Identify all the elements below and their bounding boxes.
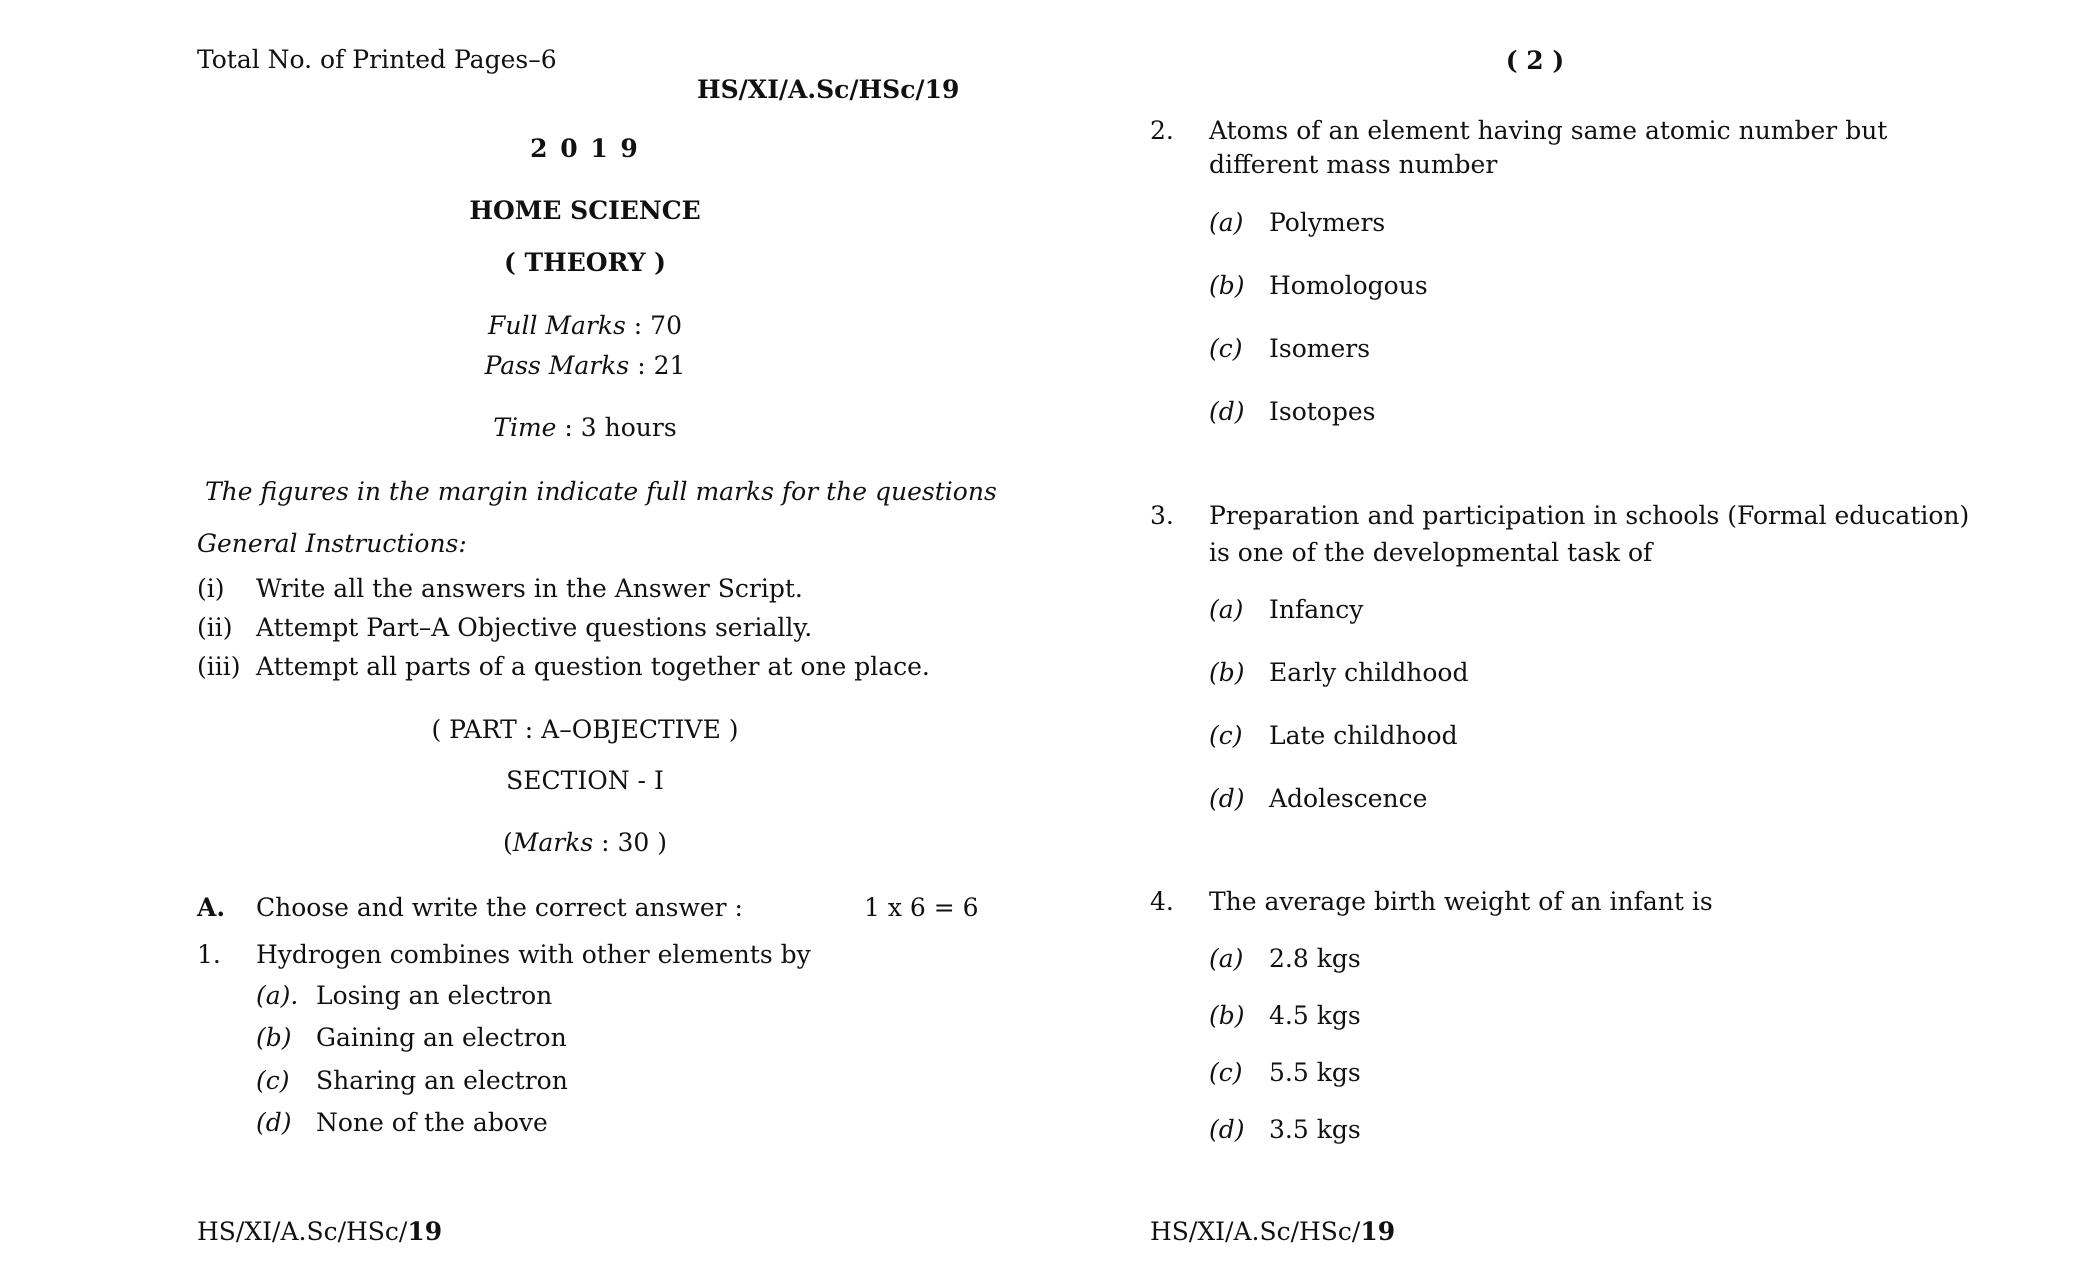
section-marks (380, 827, 790, 858)
option-text: None of the above (316, 1108, 548, 1137)
section-heading: SECTION - I (506, 766, 664, 795)
instruction-number: (ii) (197, 613, 233, 642)
instruction-number: (iii) (197, 652, 241, 681)
section-a-instruction: Choose and write the correct answer : (256, 893, 743, 922)
option-text: Homologous (1269, 271, 1428, 300)
subject-title: HOME SCIENCE (469, 196, 701, 225)
page-number: ( 2 ) (1505, 46, 1565, 75)
option-letter: (a). (256, 981, 299, 1010)
option-letter: (c) (1209, 721, 1243, 750)
option-text: 2.8 kgs (1269, 944, 1361, 973)
option-letter: (d) (1209, 784, 1245, 813)
time-label: Time (493, 413, 557, 442)
question-text: The average birth weight of an infant is (1209, 887, 1713, 916)
option-letter: (c) (256, 1066, 290, 1095)
paper-type: ( THEORY ) (504, 248, 666, 277)
margin-note: The figures in the margin indicate full marks for the questions (205, 477, 997, 506)
option-text: Sharing an electron (316, 1066, 568, 1095)
pass-marks (380, 350, 790, 381)
instructions-heading: General Instructions: (197, 529, 467, 558)
option-text: Isomers (1269, 334, 1371, 363)
option-letter: (b) (1209, 658, 1245, 687)
question-number: 4. (1150, 887, 1174, 916)
option-letter: (c) (1209, 334, 1243, 363)
footer-code-year: 19 (407, 1217, 443, 1246)
full-marks-value: : 70 (633, 311, 682, 340)
footer-code-prefix: HS/XI/A.Sc/HSc/ (197, 1217, 408, 1246)
total-printed-pages: Total No. of Printed Pages–6 (197, 45, 557, 74)
question-number: 2. (1150, 116, 1174, 145)
option-text: Infancy (1269, 595, 1364, 624)
option-letter: (d) (1209, 397, 1245, 426)
option-text: 5.5 kgs (1269, 1058, 1361, 1087)
option-letter: (a) (1209, 595, 1244, 624)
footer-code-year: 19 (1360, 1217, 1396, 1246)
section-a-marks: 1 x 6 = 6 (864, 893, 979, 922)
question-number: 3. (1150, 501, 1174, 530)
paper-code: HS/XI/A.Sc/HSc/19 (697, 75, 960, 104)
option-text: Losing an electron (316, 981, 553, 1010)
exam-time (380, 412, 790, 443)
instruction-text: Attempt Part–A Objective questions serially. (256, 613, 813, 642)
option-text: Isotopes (1269, 397, 1376, 426)
marks-open: ( (502, 828, 513, 857)
option-text: Early childhood (1269, 658, 1469, 687)
option-letter: (b) (1209, 271, 1245, 300)
marks-value: : 30 ) (601, 828, 668, 857)
option-text: 4.5 kgs (1269, 1001, 1361, 1030)
question-text-continued: is one of the developmental task of (1209, 538, 1653, 567)
part-heading: ( PART : A–OBJECTIVE ) (431, 715, 739, 744)
option-letter: (d) (1209, 1115, 1245, 1144)
option-text: Adolescence (1269, 784, 1428, 813)
pass-marks-value: : 21 (637, 351, 686, 380)
full-marks (380, 310, 790, 341)
section-a-label: A. (197, 893, 226, 922)
option-letter: (b) (1209, 1001, 1245, 1030)
option-letter: (a) (1209, 208, 1244, 237)
instruction-text: Attempt all parts of a question together at one place. (256, 652, 930, 681)
pass-marks-label: Pass Marks (484, 351, 630, 380)
full-marks-label: Full Marks (488, 311, 626, 340)
option-letter: (d) (256, 1108, 292, 1137)
option-text: Late childhood (1269, 721, 1458, 750)
instruction-item (197, 612, 233, 643)
question-number: 1. (197, 940, 221, 969)
option-text: Polymers (1269, 208, 1386, 237)
instruction-number: (i) (197, 574, 225, 603)
question-text: Hydrogen combines with other elements by (256, 940, 811, 969)
page-footer-code (1150, 1216, 1395, 1247)
question-text: Preparation and participation in schools (Formal education) (1209, 501, 1970, 530)
question-text-continued: different mass number (1209, 150, 1498, 179)
instruction-item (197, 651, 241, 682)
instruction-text: Write all the answers in the Answer Script. (256, 574, 803, 603)
exam-year: 2 0 1 9 (530, 134, 640, 163)
marks-label: Marks (512, 828, 594, 857)
question-text: Atoms of an element having same atomic number but (1209, 116, 1888, 145)
option-letter: (b) (256, 1023, 292, 1052)
option-text: Gaining an electron (316, 1023, 567, 1052)
page-footer-code (197, 1216, 442, 1247)
time-value: : 3 hours (564, 413, 677, 442)
footer-code-prefix: HS/XI/A.Sc/HSc/ (1150, 1217, 1361, 1246)
option-text: 3.5 kgs (1269, 1115, 1361, 1144)
instruction-item (197, 573, 225, 604)
option-letter: (c) (1209, 1058, 1243, 1087)
option-letter: (a) (1209, 944, 1244, 973)
